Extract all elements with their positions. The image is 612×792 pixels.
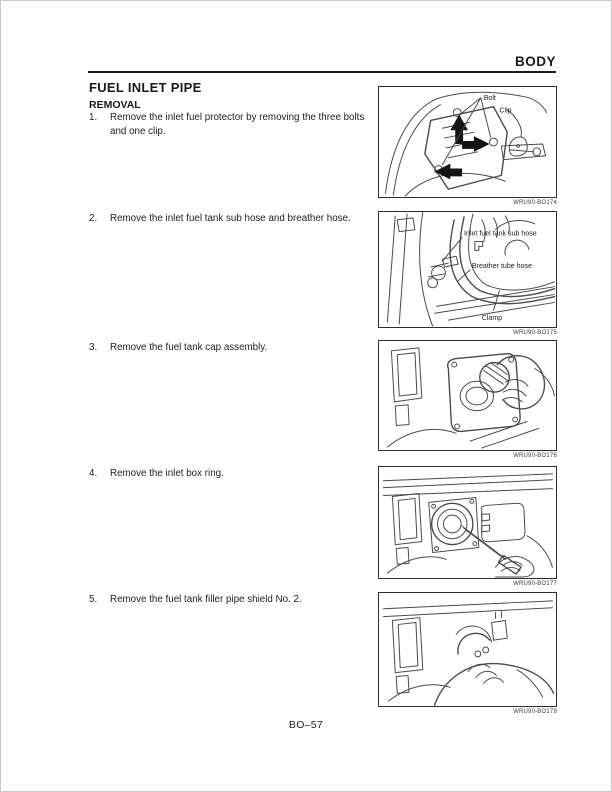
label-clamp: Clamp <box>481 315 503 323</box>
step-2-number: 2. <box>89 213 98 224</box>
label-clip: Clip <box>499 107 512 115</box>
step-5 <box>89 593 377 607</box>
figure-2-caption: WRU90-BO175 <box>513 330 557 336</box>
article-title: FUEL INLET PIPE <box>89 80 202 95</box>
page-number: BO–57 <box>288 719 324 731</box>
step-3-number: 3. <box>89 342 98 353</box>
label-breather-tube-hose: Breather tube hose <box>471 263 533 271</box>
step-2-text: Remove the inlet fuel tank sub hose and breather hose. <box>110 213 351 224</box>
figure-4-caption: WRU90-BO177 <box>513 581 557 587</box>
step-3 <box>89 341 377 355</box>
figure-inlet-fuel-protector <box>378 86 557 198</box>
arrow-right-icon <box>462 136 490 152</box>
illustration-protector-drawing <box>379 87 556 197</box>
figure-1-caption: WRU90-BO174 <box>513 200 557 206</box>
header-rule <box>88 71 556 73</box>
article-subtitle: REMOVAL <box>89 99 141 111</box>
illustration-ring-drawing <box>379 467 556 578</box>
figure-inlet-box-ring <box>378 466 557 579</box>
section-header: BODY <box>514 54 556 69</box>
arrow-up-icon <box>450 115 468 144</box>
step-1 <box>89 111 377 139</box>
step-4 <box>89 467 377 481</box>
figure-fuel-tank-cap <box>378 340 557 451</box>
step-2 <box>89 212 377 226</box>
step-1-text: Remove the inlet fuel protector by removing the three bolts and one clip. <box>110 112 365 137</box>
label-inlet-fuel-tank-sub-hose: Inlet fuel tank sub hose <box>464 230 537 238</box>
illustration-shield-drawing <box>379 593 556 706</box>
figure-3-caption: WRU90-BO176 <box>513 453 557 459</box>
step-3-text: Remove the fuel tank cap assembly. <box>110 342 268 353</box>
illustration-cap-drawing <box>379 341 556 450</box>
step-5-number: 5. <box>89 594 98 605</box>
step-4-number: 4. <box>89 468 98 479</box>
step-4-text: Remove the inlet box ring. <box>110 468 224 479</box>
figure-5-caption: WRU90-BO178 <box>513 709 557 715</box>
label-bolt: Bolt <box>483 94 496 102</box>
illustration-hoses-drawing <box>379 212 556 327</box>
step-1-number: 1. <box>89 112 98 123</box>
figure-filler-pipe-shield <box>378 592 557 707</box>
figure-hoses <box>378 211 557 328</box>
step-5-text: Remove the fuel tank filler pipe shield No. 2. <box>110 594 302 605</box>
